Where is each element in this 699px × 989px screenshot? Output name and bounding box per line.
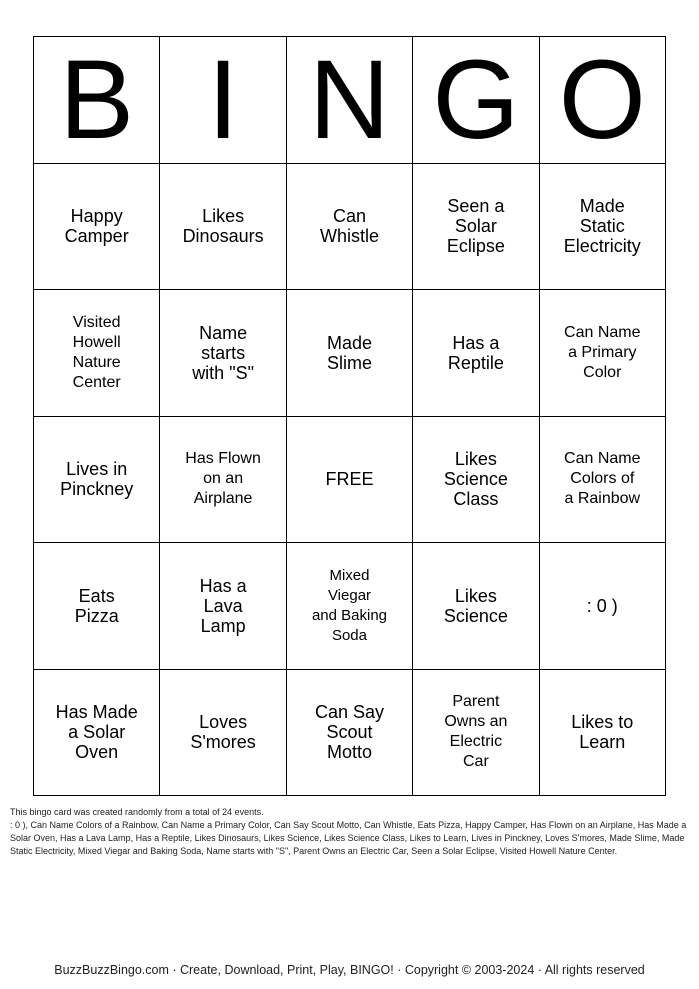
bingo-cell — [160, 164, 286, 291]
free-space — [287, 417, 413, 544]
cell-text: Has a Reptile — [447, 332, 504, 373]
cell-text: Likes to Learn — [571, 712, 634, 753]
bingo-cell — [540, 543, 666, 670]
cell-text: Can Name a Primary Color — [564, 323, 641, 381]
bingo-cell — [160, 670, 286, 797]
description-summary: This bingo card was created randomly from a total of 24 events. — [10, 807, 264, 817]
bingo-cell — [540, 290, 666, 417]
bingo-cell — [540, 164, 666, 291]
cell-text: Made Static Electricity — [563, 196, 641, 257]
cell-text: Likes Science Class — [443, 449, 508, 510]
cell-text: Can Name Colors of a Rainbow — [564, 450, 641, 508]
cell-text: Likes Dinosaurs — [182, 206, 264, 247]
header-i — [160, 37, 286, 164]
site-footer: BuzzBuzzBingo.com · Create, Download, Print, Play, BINGO! · Copyright © 2003-2024 · All rights reserved — [54, 963, 645, 977]
card-description — [10, 806, 690, 858]
cell-text: FREE — [325, 469, 374, 490]
cell-text: Happy Camper — [64, 206, 129, 247]
cell-text: Lives in Pinckney — [60, 459, 134, 500]
cell-text: Has Flown on an Airplane — [185, 450, 261, 508]
cell-text: Name starts with "S" — [192, 322, 254, 383]
cell-text: Has a Lava Lamp — [199, 575, 247, 636]
cell-text: Can Say Scout Motto — [314, 702, 385, 763]
cell-text: Parent Owns an Electric Car — [444, 693, 508, 771]
cell-text: Visited Howell Nature Center — [72, 313, 121, 391]
bingo-cell — [413, 290, 539, 417]
header-o — [540, 37, 666, 164]
bingo-cell — [287, 670, 413, 797]
bingo-cell — [34, 670, 160, 797]
cell-text: Seen a Solar Eclipse — [446, 196, 505, 257]
cell-text: Can Whistle — [319, 206, 379, 247]
bingo-cell — [287, 164, 413, 291]
cell-text: : 0 ) — [586, 595, 618, 616]
cell-text: Eats Pizza — [74, 585, 119, 626]
header-b — [34, 37, 160, 164]
header-letter: B — [59, 37, 135, 162]
bingo-cell — [540, 670, 666, 797]
header-n — [287, 37, 413, 164]
cell-text: Has Made a Solar Oven — [55, 702, 138, 763]
bingo-cell — [34, 164, 160, 291]
bingo-cell — [413, 417, 539, 544]
cell-text: Loves S'mores — [190, 712, 256, 753]
description-event-list: : 0 ), Can Name Colors of a Rainbow, Can Name a Primary Color, Can Say Scout Motto, Can Whistle, Eats Pizza, Happy Camper, Has Flown on an Airplane, Has Made a Solar Oven, Has a Lava Lamp, Has a Reptile, Likes Dinosaurs, Likes Science, Likes Science Class, Likes to Learn, Lives in Pinckney, Loves S'mores, Made Slime, Made Static Electricity, Mixed Viegar and Baking Soda, Name starts with "S", Parent Owns an Electric Car, Seen a Solar Eclipse, Visited Howell Nature Center. — [10, 820, 687, 856]
header-letter: N — [309, 37, 390, 162]
bingo-cell — [287, 543, 413, 670]
bingo-cell — [540, 417, 666, 544]
bingo-cell — [287, 290, 413, 417]
bingo-card — [33, 36, 666, 796]
bingo-cell — [160, 543, 286, 670]
bingo-cell — [413, 543, 539, 670]
header-letter: O — [558, 37, 646, 162]
bingo-cell — [413, 670, 539, 797]
header-letter: G — [432, 37, 520, 162]
header-g — [413, 37, 539, 164]
header-letter: I — [207, 37, 239, 162]
cell-text: Likes Science — [443, 585, 508, 626]
bingo-cell — [160, 417, 286, 544]
bingo-cell — [34, 543, 160, 670]
bingo-cell — [34, 290, 160, 417]
cell-text: Made Slime — [326, 332, 372, 373]
bingo-cell — [413, 164, 539, 291]
cell-text: Mixed Viegar and Baking Soda — [311, 566, 388, 644]
bingo-cell — [34, 417, 160, 544]
bingo-cell — [160, 290, 286, 417]
